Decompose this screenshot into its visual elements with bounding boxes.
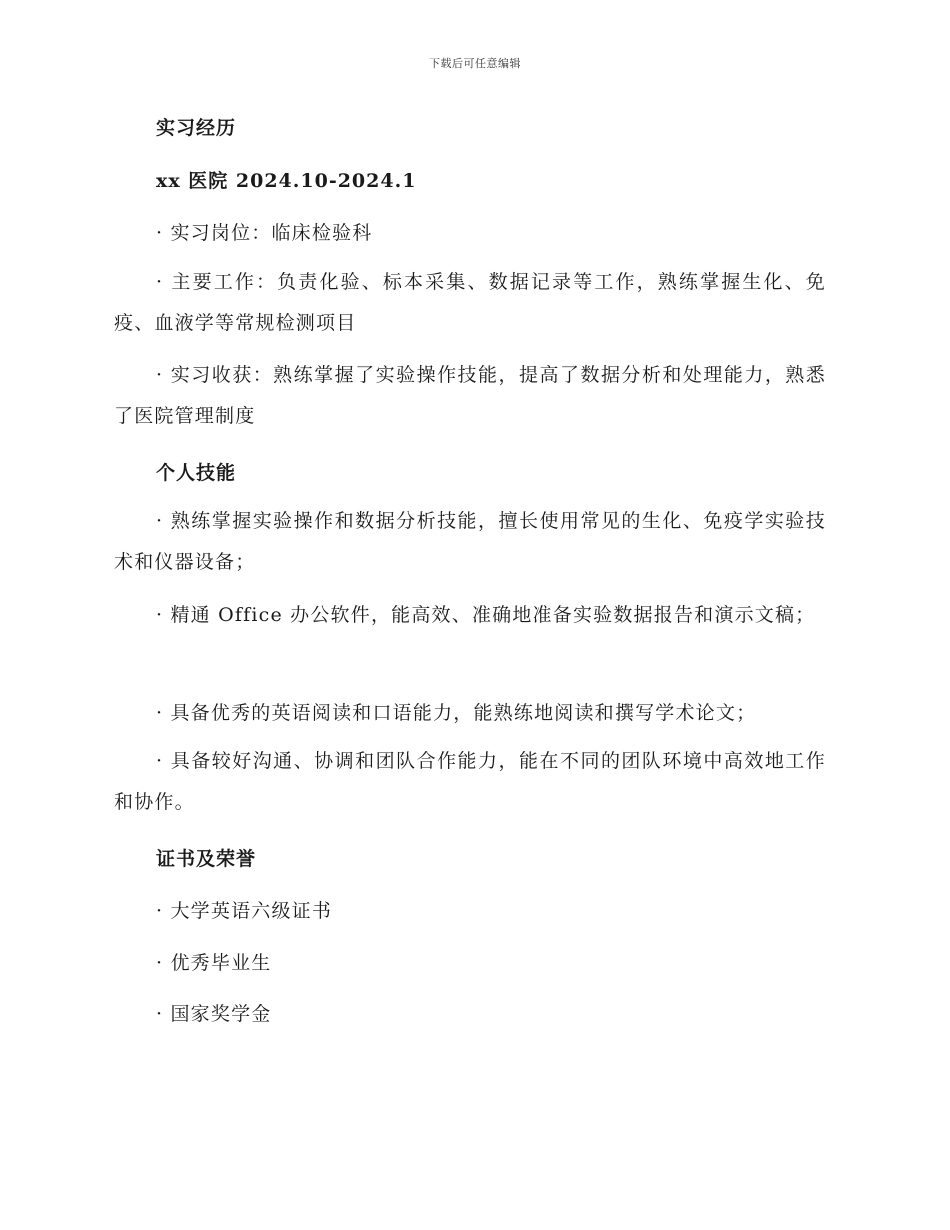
skills-item-teamwork: · 具备较好沟通、协调和团队合作能力，能在不同的团队环境中高效地工作和协作。	[114, 750, 826, 813]
internship-item-position: · 实习岗位：临床检验科	[156, 222, 373, 244]
skills-item-english: · 具备优秀的英语阅读和口语能力，能熟练地阅读和撰写学术论文；	[156, 702, 757, 724]
section-heading-internship: 实习经历	[156, 117, 237, 139]
honors-item-cet6: · 大学英语六级证书	[156, 900, 333, 922]
skills-item-office: · 精通 Office 办公软件，能高效、准确地准备实验数据报告和演示文稿；	[156, 604, 816, 626]
page-header: 下载后可任意编辑	[429, 57, 521, 70]
internship-org-line: xx 医院 2024.10-2024.1	[156, 170, 417, 192]
internship-item-gains: · 实习收获：熟练掌握了实验操作技能，提高了数据分析和处理能力，熟悉了医院管理制度	[114, 364, 826, 427]
internship-item-work: · 主要工作：负责化验、标本采集、数据记录等工作，熟练掌握生化、免疫、血液学等常规检测项目	[114, 271, 826, 334]
honors-item-graduate: · 优秀毕业生	[156, 952, 272, 974]
section-heading-skills: 个人技能	[156, 462, 237, 484]
section-heading-honors: 证书及荣誉	[156, 848, 257, 870]
honors-item-scholarship: · 国家奖学金	[156, 1003, 272, 1025]
skills-item-lab: · 熟练掌握实验操作和数据分析技能，擅长使用常见的生化、免疫学实验技术和仪器设备；	[114, 510, 826, 573]
